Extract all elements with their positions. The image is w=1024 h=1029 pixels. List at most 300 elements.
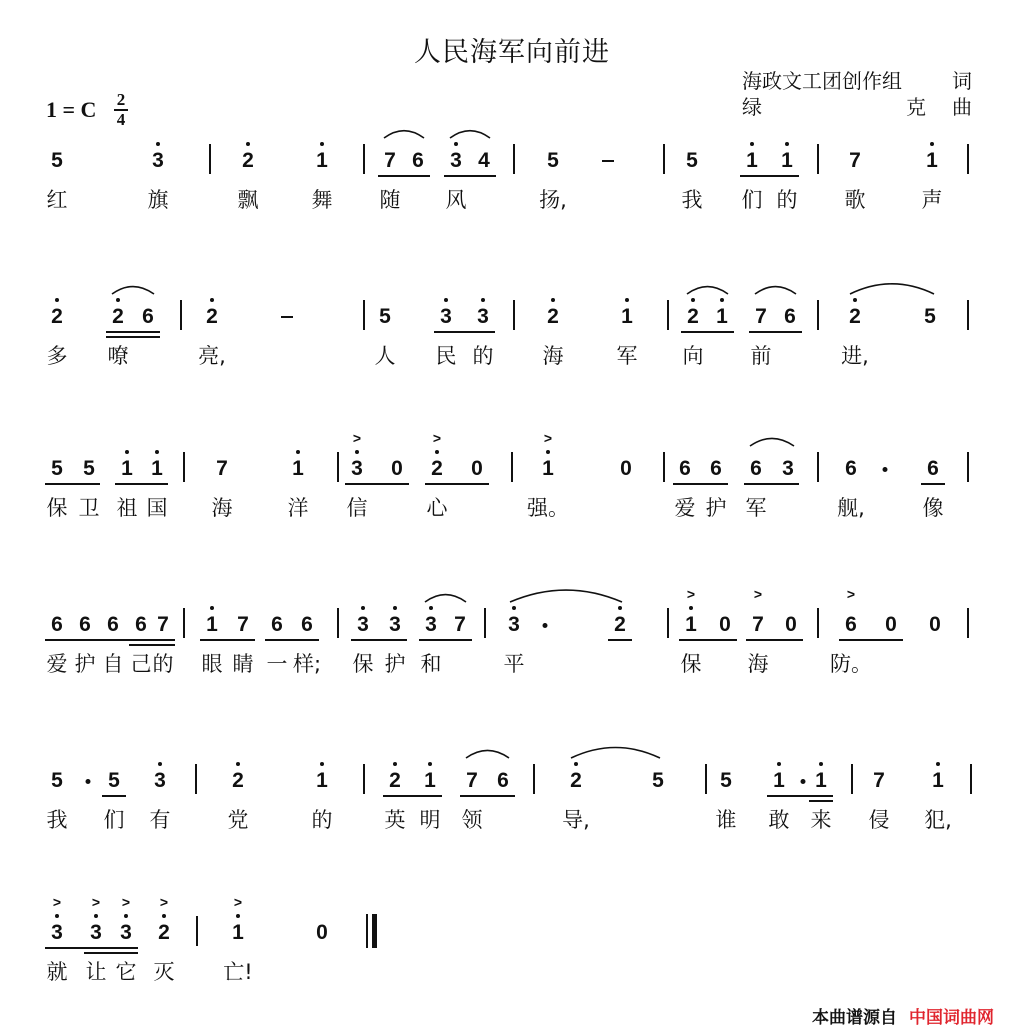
- time-signature-bottom: 4: [116, 110, 126, 129]
- accent-mark: >: [686, 586, 696, 602]
- note: 1: [815, 769, 827, 792]
- final-bar-line: [372, 914, 377, 948]
- note: 1: [926, 149, 938, 172]
- beam-underline: [378, 175, 430, 177]
- lyric-syllable: 导,: [562, 808, 590, 832]
- lyric-syllable: 的: [152, 652, 174, 676]
- note: 6: [51, 613, 63, 636]
- lyric-syllable: 的: [472, 344, 494, 368]
- bar-line: [817, 144, 819, 174]
- octave-dot-high: [785, 142, 789, 146]
- octave-dot-high: [236, 762, 240, 766]
- octave-dot-high: [155, 450, 159, 454]
- lyric-syllable: 军: [616, 344, 638, 368]
- lyric-syllable: 护: [74, 652, 96, 676]
- lyric-syllable: 信: [346, 496, 368, 520]
- beam-underline: [744, 483, 799, 485]
- note: 0: [785, 613, 797, 636]
- bar-line: [970, 764, 972, 794]
- slur: [850, 284, 934, 294]
- lyric-syllable: 保: [352, 652, 374, 676]
- bar-line: [967, 452, 969, 482]
- lyric-syllable: 们: [103, 808, 125, 832]
- note: 3: [440, 305, 452, 328]
- beam-underline: [45, 947, 138, 949]
- lyric-syllable: 有: [149, 808, 171, 832]
- note: 2: [232, 769, 244, 792]
- note: 1: [292, 457, 304, 480]
- key-signature: 1 = C: [46, 97, 97, 122]
- bar-line: [967, 144, 969, 174]
- beam-underline: [115, 483, 168, 485]
- octave-dot-high: [55, 298, 59, 302]
- note: 1: [206, 613, 218, 636]
- note: 7: [157, 613, 169, 636]
- lyric-syllable: 飘: [237, 188, 259, 212]
- bar-line: [967, 608, 969, 638]
- beam-underline: [767, 795, 833, 797]
- octave-dot-high: [236, 914, 240, 918]
- beam-underline: [419, 639, 472, 641]
- lyric-syllable: 谁: [715, 808, 737, 832]
- note: 5: [51, 769, 63, 792]
- note: 6: [301, 613, 313, 636]
- octave-dot-high: [94, 914, 98, 918]
- note: 6: [79, 613, 91, 636]
- note: 1: [621, 305, 633, 328]
- lyric-syllable: 明: [419, 808, 441, 832]
- note: 6: [271, 613, 283, 636]
- bar-line: [209, 144, 211, 174]
- lyric-syllable: 领: [461, 808, 483, 832]
- beam-underline: [673, 483, 728, 485]
- slur: [466, 750, 509, 758]
- octave-dot-high: [158, 762, 162, 766]
- bar-line: [196, 916, 198, 946]
- note: 1: [316, 769, 328, 792]
- lyric-syllable: 护: [384, 652, 406, 676]
- lyric-syllable: 睛: [232, 652, 254, 676]
- lyric-syllable: 红: [46, 188, 68, 212]
- augmentation-dot: [883, 467, 888, 472]
- bar-line: [817, 452, 819, 482]
- lyric-syllable: 像: [922, 496, 944, 520]
- note: 3: [351, 457, 363, 480]
- note: 6: [412, 149, 424, 172]
- augmentation-dot: [801, 779, 806, 784]
- note: 1: [932, 769, 944, 792]
- bar-line: [183, 452, 185, 482]
- note: 3: [508, 613, 520, 636]
- bar-line: [513, 144, 515, 174]
- accent-mark: >: [432, 430, 442, 446]
- octave-dot-high: [720, 298, 724, 302]
- lyric-syllable: 平: [503, 652, 525, 676]
- note: 0: [316, 921, 328, 944]
- accent-mark: >: [52, 894, 62, 910]
- lyric-syllable: 军: [745, 496, 767, 520]
- octave-dot-high: [124, 914, 128, 918]
- lyric-syllable: 舞: [311, 188, 333, 212]
- lyric-syllable: 心: [426, 496, 448, 520]
- lyric-syllable: 进,: [841, 344, 869, 368]
- lyric-syllable: 歌: [844, 188, 866, 212]
- lyric-syllable: 防。: [830, 652, 872, 676]
- note: 2: [389, 769, 401, 792]
- note: 5: [924, 305, 936, 328]
- accent-mark: >: [753, 586, 763, 602]
- note: 3: [425, 613, 437, 636]
- octave-dot-high: [625, 298, 629, 302]
- lyric-syllable: 保: [680, 652, 702, 676]
- note: 6: [927, 457, 939, 480]
- beam-underline-double: [129, 644, 175, 646]
- note: 6: [784, 305, 796, 328]
- bar-line: [366, 914, 368, 948]
- note: 1: [716, 305, 728, 328]
- octave-dot-high: [551, 298, 555, 302]
- note: 2: [547, 305, 559, 328]
- accent-mark: >: [233, 894, 243, 910]
- lyric-syllable: 向: [682, 344, 704, 368]
- beam-underline-double: [106, 336, 160, 338]
- lyric-syllable: 保: [46, 496, 68, 520]
- time-signature-top: 2: [116, 90, 126, 109]
- octave-dot-high: [156, 142, 160, 146]
- lyric-syllable: 前: [750, 344, 772, 368]
- note: 1: [542, 457, 554, 480]
- lyric-syllable: 多: [46, 344, 68, 368]
- source-prefix: 本曲谱源自: [812, 1008, 897, 1028]
- slur: [450, 131, 490, 138]
- octave-dot-high: [210, 606, 214, 610]
- lyric-syllable: 英: [384, 808, 406, 832]
- octave-dot-high: [444, 298, 448, 302]
- note: 6: [845, 457, 857, 480]
- note: 3: [51, 921, 63, 944]
- note: 2: [242, 149, 254, 172]
- note: 5: [51, 457, 63, 480]
- note: 5: [720, 769, 732, 792]
- lyric-syllable: 一: [266, 652, 288, 676]
- bar-line: [484, 608, 486, 638]
- lyric-syllable: 犯,: [924, 808, 952, 832]
- slur: [687, 287, 728, 294]
- sustain-dash: [281, 316, 293, 318]
- sustain-dash: [602, 160, 614, 162]
- note: 4: [478, 149, 490, 172]
- note: 1: [424, 769, 436, 792]
- octave-dot-high: [361, 606, 365, 610]
- octave-dot-high: [116, 298, 120, 302]
- octave-dot-high: [55, 914, 59, 918]
- note: 6: [142, 305, 154, 328]
- octave-dot-high: [296, 450, 300, 454]
- page-title: 人民海军向前进: [414, 37, 610, 68]
- lyric-syllable: 海: [747, 652, 769, 676]
- octave-dot-high: [355, 450, 359, 454]
- lyric-syllable: 就: [46, 960, 68, 984]
- lyric-syllable: 党: [227, 808, 249, 832]
- note: 3: [154, 769, 166, 792]
- composer-role: 曲: [952, 95, 972, 119]
- slur: [510, 590, 622, 602]
- beam-underline: [608, 639, 632, 641]
- note: 5: [547, 149, 559, 172]
- bar-line: [967, 300, 969, 330]
- beam-underline: [265, 639, 319, 641]
- lyric-syllable: 样;: [292, 652, 322, 676]
- lyric-syllable: 我: [46, 808, 68, 832]
- lyric-syllable: 强。: [527, 496, 569, 520]
- octave-dot-high: [618, 606, 622, 610]
- note: 3: [782, 457, 794, 480]
- beam-underline: [746, 639, 803, 641]
- note: 7: [755, 305, 767, 328]
- lyric-syllable: 的: [776, 188, 798, 212]
- bar-line: [363, 144, 365, 174]
- lyric-syllable: 国: [146, 496, 168, 520]
- lyric-syllable: 舰,: [837, 496, 865, 520]
- octave-dot-high: [162, 914, 166, 918]
- note: 3: [477, 305, 489, 328]
- composer-name-2: 克: [906, 95, 926, 119]
- note: 5: [686, 149, 698, 172]
- slur: [750, 438, 794, 446]
- note: 3: [389, 613, 401, 636]
- note: 1: [316, 149, 328, 172]
- beam-underline: [434, 331, 495, 333]
- bar-line: [363, 764, 365, 794]
- note: 6: [135, 613, 147, 636]
- note: 1: [781, 149, 793, 172]
- note: 2: [614, 613, 626, 636]
- composer-name: 绿: [742, 95, 762, 119]
- octave-dot-high: [546, 450, 550, 454]
- beam-underline: [749, 331, 802, 333]
- slur: [425, 595, 466, 602]
- accent-mark: >: [543, 430, 553, 446]
- octave-dot-high: [393, 606, 397, 610]
- slur: [384, 131, 424, 138]
- note: 6: [497, 769, 509, 792]
- beam-underline: [345, 483, 409, 485]
- beam-underline: [740, 175, 799, 177]
- bar-line: [363, 300, 365, 330]
- lyric-syllable: 敢: [768, 808, 790, 832]
- note: 1: [232, 921, 244, 944]
- note: 5: [652, 769, 664, 792]
- lyric-syllable: 来: [810, 808, 832, 832]
- lyric-syllable: 它: [115, 960, 137, 984]
- lyric-syllable: 亡!: [223, 960, 253, 984]
- note: 7: [466, 769, 478, 792]
- note: 5: [379, 305, 391, 328]
- lyric-syllable: 我: [681, 188, 703, 212]
- note: 6: [750, 457, 762, 480]
- note: 1: [151, 457, 163, 480]
- note: 7: [454, 613, 466, 636]
- note: 2: [158, 921, 170, 944]
- lyric-syllable: 扬,: [539, 188, 567, 212]
- note: 1: [746, 149, 758, 172]
- octave-dot-high: [574, 762, 578, 766]
- lyric-syllable: 嘹: [107, 344, 129, 368]
- lyric-syllable: 爱: [46, 652, 68, 676]
- lyric-syllable: 洋: [287, 496, 309, 520]
- beam-underline: [921, 483, 945, 485]
- note: 1: [773, 769, 785, 792]
- lyric-syllable: 自: [102, 652, 124, 676]
- lyric-syllable: 海: [211, 496, 233, 520]
- bar-line: [851, 764, 853, 794]
- lyric-syllable: 爱: [674, 496, 696, 520]
- lyric-syllable: 灭: [153, 960, 175, 984]
- lyric-syllable: 眼: [201, 652, 223, 676]
- octave-dot-high: [320, 762, 324, 766]
- octave-dot-high: [435, 450, 439, 454]
- bar-line: [513, 300, 515, 330]
- lyric-syllable: 人: [374, 344, 396, 368]
- beam-underline: [460, 795, 515, 797]
- lyric-syllable: 亮,: [198, 344, 226, 368]
- octave-dot-high: [512, 606, 516, 610]
- beam-underline: [102, 795, 126, 797]
- octave-dot-high: [853, 298, 857, 302]
- lyric-syllable: 卫: [78, 496, 100, 520]
- note: 0: [929, 613, 941, 636]
- bar-line: [337, 452, 339, 482]
- note: 0: [719, 613, 731, 636]
- beam-underline: [444, 175, 496, 177]
- augmentation-dot: [86, 779, 91, 784]
- beam-underline: [45, 483, 100, 485]
- beam-underline: [425, 483, 489, 485]
- note: 6: [107, 613, 119, 636]
- bar-line: [667, 608, 669, 638]
- note: 0: [391, 457, 403, 480]
- lyric-syllable: 风: [445, 188, 467, 212]
- note: 7: [849, 149, 861, 172]
- lyric-syllable: 海: [542, 344, 564, 368]
- augmentation-dot: [543, 623, 548, 628]
- lyric-syllable: 民: [435, 344, 457, 368]
- note: 5: [108, 769, 120, 792]
- source-credit: [812, 1003, 994, 1028]
- beam-underline: [351, 639, 407, 641]
- slur: [571, 748, 660, 758]
- slur: [755, 287, 796, 294]
- octave-dot-high: [454, 142, 458, 146]
- note: 0: [471, 457, 483, 480]
- bar-line: [337, 608, 339, 638]
- lyric-syllable: 的: [311, 808, 333, 832]
- lyric-syllable: 旗: [147, 188, 169, 212]
- bar-line: [663, 452, 665, 482]
- beam-underline-double: [84, 952, 138, 954]
- bar-line: [533, 764, 535, 794]
- octave-dot-high: [393, 762, 397, 766]
- note: 3: [90, 921, 102, 944]
- source-site[interactable]: 中国词曲网: [909, 1008, 994, 1028]
- note: 6: [710, 457, 722, 480]
- beam-underline: [679, 639, 737, 641]
- note: 6: [845, 613, 857, 636]
- note: 2: [431, 457, 443, 480]
- lyric-syllable: 护: [705, 496, 727, 520]
- bar-line: [817, 608, 819, 638]
- accent-mark: >: [846, 586, 856, 602]
- octave-dot-high: [210, 298, 214, 302]
- beam-underline: [45, 639, 175, 641]
- lyric-syllable: 声: [921, 188, 943, 212]
- lyricist-role: 词: [952, 69, 972, 93]
- accent-mark: >: [352, 430, 362, 446]
- beam-underline: [839, 639, 903, 641]
- octave-dot-high: [936, 762, 940, 766]
- beam-underline: [383, 795, 442, 797]
- octave-dot-high: [320, 142, 324, 146]
- octave-dot-high: [930, 142, 934, 146]
- bar-line: [817, 300, 819, 330]
- octave-dot-high: [750, 142, 754, 146]
- accent-mark: >: [121, 894, 131, 910]
- note: 2: [570, 769, 582, 792]
- lyric-syllable: 们: [741, 188, 763, 212]
- note: 2: [687, 305, 699, 328]
- note: 7: [873, 769, 885, 792]
- bar-line: [183, 608, 185, 638]
- bar-line: [511, 452, 513, 482]
- beam-underline-double: [809, 800, 833, 802]
- accent-mark: >: [91, 894, 101, 910]
- note: 3: [120, 921, 132, 944]
- octave-dot-high: [777, 762, 781, 766]
- beam-underline: [106, 331, 160, 333]
- accent-mark: >: [159, 894, 169, 910]
- bar-line: [705, 764, 707, 794]
- note: 3: [357, 613, 369, 636]
- octave-dot-high: [481, 298, 485, 302]
- lyric-syllable: 让: [85, 960, 107, 984]
- note: 2: [849, 305, 861, 328]
- note: 2: [51, 305, 63, 328]
- slur: [112, 287, 154, 294]
- octave-dot-high: [125, 450, 129, 454]
- note: 5: [51, 149, 63, 172]
- bar-line: [663, 144, 665, 174]
- note: 0: [885, 613, 897, 636]
- note: 7: [384, 149, 396, 172]
- octave-dot-high: [691, 298, 695, 302]
- note: 2: [206, 305, 218, 328]
- lyric-syllable: 侵: [868, 808, 890, 832]
- octave-dot-high: [428, 762, 432, 766]
- lyricist-name: 海政文工团创作组: [742, 69, 902, 93]
- note: 3: [450, 149, 462, 172]
- octave-dot-high: [689, 606, 693, 610]
- lyric-syllable: 己: [130, 652, 152, 676]
- note: 5: [83, 457, 95, 480]
- bar-line: [195, 764, 197, 794]
- note: 7: [237, 613, 249, 636]
- note: 7: [752, 613, 764, 636]
- bar-line: [667, 300, 669, 330]
- lyric-syllable: 随: [379, 188, 401, 212]
- bar-line: [180, 300, 182, 330]
- note: 0: [620, 457, 632, 480]
- note: 1: [685, 613, 697, 636]
